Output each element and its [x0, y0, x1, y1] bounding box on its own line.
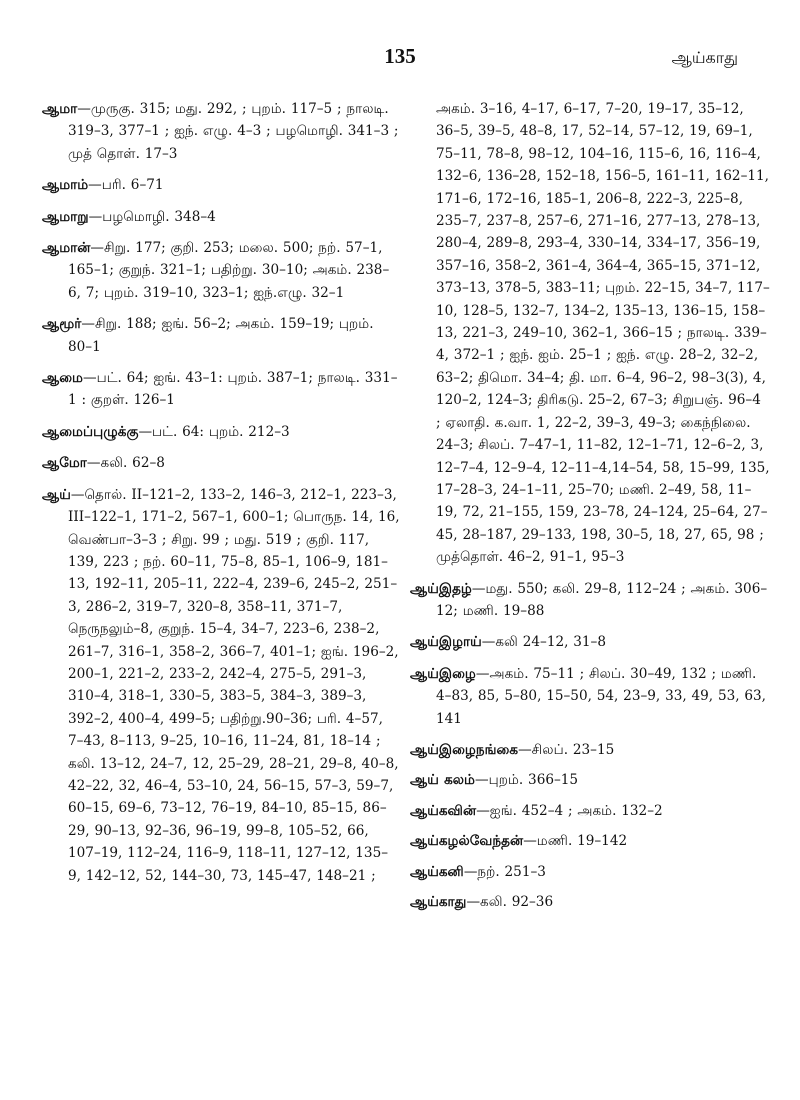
- entry-references: —பரி. 6–71: [88, 177, 164, 194]
- entry-headword: ஆய்கழல்வேந்தன்: [410, 833, 524, 850]
- entry-references: —கலி. 62–8: [86, 455, 165, 472]
- entry-references: —கலி. 92–36: [466, 894, 554, 910]
- entry-headword: ஆய்கவின்: [410, 802, 477, 819]
- index-entry: [410, 631, 770, 653]
- index-entry: [410, 578, 770, 623]
- entry-headword: ஆய்: [42, 486, 71, 503]
- entry-headword: ஆமா: [42, 101, 78, 117]
- entry-headword: ஆய் கலம்: [410, 772, 475, 789]
- entry-headword: ஆய்இழாய்: [410, 634, 482, 651]
- entry-headword: ஆமாறு: [42, 208, 89, 225]
- entry-references: —முருகு. 315; மது. 292, ; புறம். 117–5 ; நாலடி. 319–3, 377–1 ; ஐந். எழு. 4–3 ; பழமொழி. 341–3 ; முத் தொள். 17–3: [68, 101, 399, 162]
- running-head: ஆய்காது: [671, 48, 738, 67]
- entry-headword: ஆய்இழை: [410, 665, 476, 682]
- index-entry: [42, 98, 400, 165]
- entry-references: —நற். 251–3: [463, 863, 546, 880]
- entry-references: —கலி 24–12, 31–8: [481, 634, 606, 651]
- entry-references: —தொல். II–121–2, 133–2, 146–3, 212–1, 223–3, III–122–1, 171–2, 567–1, 600–1; பொருந. 14, 16, வெண்பா–3–3 ; சிறு. 99 ; மது. 519 ; குறி. 117, 139, 223 ; நற். 60–11, 75–8, 85–1, 106–9, 181–13, 192–11, 205–11, 222–4, 239–6, 245–2, 251–3, 286–2, 319–7, 320–8, 358–11, 371–7, நெருநலும்–8, குறுந். 15–4, 34–7, 223–6, 238–2, 261–7, 316–1, 358–2, 366–7, 401–1; ஐங். 196–2, 200–1, 221–2, 233–2, 242–4, 275–5, 291–3, 310–4, 318–1, 330–5, 383–5, 384–3, 389–3, 392–2, 400–4, 499–5; பதிற்று.90–36; பரி. 4–57, 7–43, 8–113, 9–25, 10–16, 11–24, 81, 18–14 ; கலி. 13–12, 24–7, 12, 25–29, 28–21, 29–8, 40–8, 42–22, 32, 46–4, 53–10, 24, 56–15, 57–3, 59–7, 60–15, 69–6, 73–12, 76–19, 84–10, 85–15, 86–29, 90–13, 92–36, 96–19, 99–8, 105–52, 66, 107–19, 112–24, 116–9, 118–11, 127–12, 135–9, 142–12, 52, 144–30, 73, 145–47, 148–21 ;: [68, 486, 400, 884]
- index-entry: [410, 800, 770, 822]
- entry-headword: ஆமான்: [42, 240, 91, 257]
- entry-headword: ஆமாம்: [42, 177, 89, 194]
- index-entry: [42, 421, 400, 443]
- index-entry: [410, 830, 770, 852]
- entry-references: —பட். 64: புறம். 212–3: [138, 423, 290, 440]
- entry-headword: ஆமூர்: [42, 316, 82, 333]
- index-entry: [42, 313, 400, 358]
- index-entry: [410, 663, 770, 730]
- entry-headword: ஆய்இதழ்: [410, 580, 472, 597]
- entry-headword: ஆமோ: [42, 455, 87, 472]
- entry-references: —மணி. 19–142: [523, 833, 628, 850]
- entry-headword: ஆய்கனி: [410, 863, 464, 880]
- entry-references: அகம். 3–16, 4–17, 6–17, 7–20, 19–17, 35–12, 36–5, 39–5, 48–8, 17, 52–14, 57–12, 19, 69–1, 75–11, 78–8, 98–12, 104–16, 115–6, 16, 116–4, 132–6, 136–28, 152–18, 156–5, 161–11, 162–11, 171–6, 172–16, 185–1, 206–8, 222–3, 225–8, 235–7, 237–8, 257–6, 271–16, 277–13, 278–13, 280–4, 289–8, 293–4, 330–14, 334–17, 356–19, 357–16, 358–2, 361–4, 364–4, 365–15, 371–12, 373–13, 378–5, 383–11; புறம். 22–15, 34–7, 117–10, 128–5, 132–7, 134–2, 135–13, 136–15, 158–13, 221–3, 249–10, 362–1, 366–15 ; நாலடி. 339–4, 372–1 ; ஐந். ஐம். 25–1 ; ஐந். எழு. 28–2, 32–2, 63–2; திமொ. 34–4; தி. மா. 6–4, 96–2, 98–3(3), 4, 120–2, 124–3; திரிகடு. 25–2, 67–3; சிறுபஞ். 96–4 ; ஏலாதி. க.வா. 1, 22–2, 39–3, 49–3; கைந்நிலை. 24–3; சிலப். 7–47–1, 11–82, 12–1–71, 12–6–2, 3, 12–7–4, 12–9–4, 12–11–4,14–54, 58, 15–99, 135, 17–28–3, 24–1–11, 25–70; மணி. 2–49, 58, 11–19, 72, 21–155, 159, 23–78, 24–124, 25–64, 27–45, 28–187, 29–133, 198, 30–5, 18, 27, 65, 98 ; முத்தொள். 46–2, 91–1, 95–3: [436, 101, 770, 566]
- entry-references: —பட். 64; ஐங். 43–1: புறம். 387–1; நாலடி. 331–1 : குறள். 126–1: [68, 370, 398, 409]
- entry-references: —சிலப். 23–15: [518, 741, 615, 758]
- index-entry: [42, 484, 400, 887]
- index-entry: [410, 769, 770, 791]
- entry-references: —புறம். 366–15: [475, 772, 579, 789]
- entry-headword: ஆமை: [42, 370, 83, 387]
- index-entry: [42, 452, 400, 474]
- right-column: [410, 98, 770, 921]
- entry-references: —பழமொழி. 348–4: [88, 208, 216, 225]
- entry-references: —சிறு. 177; குறி. 253; மலை. 500; நற். 57–1, 165–1; குறுந். 321–1; பதிற்று. 30–10; அகம். 238–6, 7; புறம். 319–10, 323–1; ஐந்.எழு. 32–1: [68, 240, 390, 301]
- entry-headword: ஆமைப்புழுக்கு: [42, 423, 139, 440]
- page-header: [0, 44, 800, 74]
- index-entry: [410, 861, 770, 883]
- index-entry: [410, 739, 770, 761]
- index-entry: [42, 174, 400, 196]
- index-entry: [42, 237, 400, 304]
- index-entry: [42, 206, 400, 228]
- entry-headword: ஆய்காது: [410, 894, 467, 910]
- entry-references: —அகம். 75–11 ; சிலப். 30–49, 132 ; மணி. 4–83, 85, 5–80, 15–50, 54, 23–9, 33, 49, 53, 63, 141: [436, 665, 767, 727]
- entry-references: —ஐங். 452–4 ; அகம். 132–2: [476, 802, 663, 819]
- left-column: [42, 98, 400, 896]
- entry-references: —மது. 550; கலி. 29–8, 112–24 ; அகம். 306–12; மணி. 19–88: [436, 580, 768, 619]
- entry-headword: ஆய்இழைநங்கை: [410, 741, 519, 758]
- index-entry: [42, 367, 400, 412]
- page-number: 135: [384, 44, 416, 68]
- index-entry: [410, 891, 770, 913]
- index-entry-continued: [410, 98, 770, 569]
- entry-references: —சிறு. 188; ஐங். 56–2; அகம். 159–19; புறம். 80–1: [68, 316, 374, 355]
